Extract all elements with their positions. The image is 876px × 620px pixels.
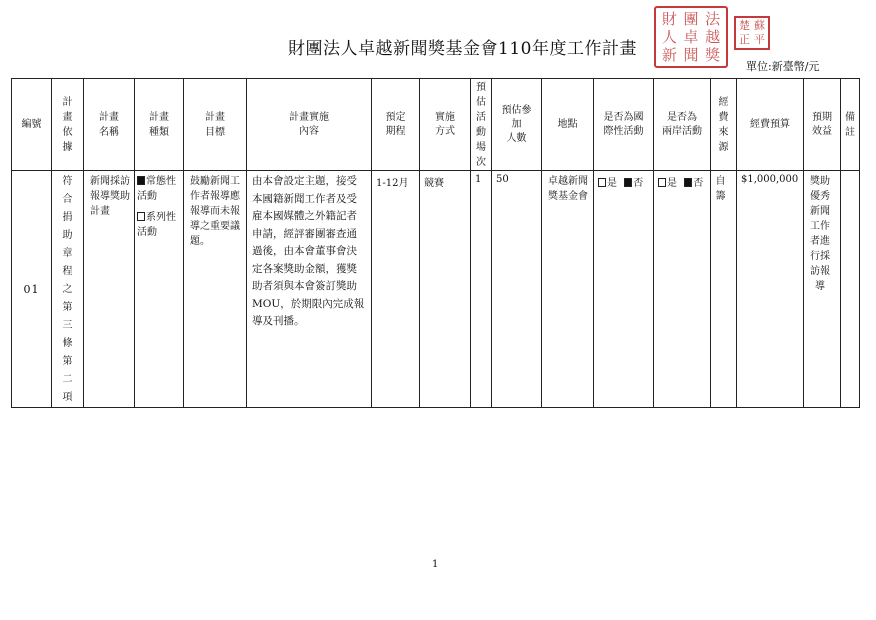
- header-remark: 備註: [841, 79, 860, 171]
- header-goal: 計畫目標: [184, 79, 247, 171]
- header-method: 實施 方式: [420, 79, 471, 171]
- row-name: 新聞採訪報導獎助計畫: [84, 171, 135, 408]
- page-number: 1: [432, 559, 439, 570]
- row-goal: 鼓勵新聞工作者報導應報導而未報導之重要議題。: [184, 171, 247, 408]
- cross-no-checkbox: [684, 178, 692, 187]
- work-plan-table: [11, 78, 860, 408]
- row-id: 01: [12, 171, 52, 408]
- table-header-row: [12, 79, 860, 171]
- series-activity-checkbox: [137, 212, 145, 221]
- page-title: 財團法人卓越新聞獎基金會110年度工作計畫: [288, 39, 637, 59]
- row-remark: [841, 171, 860, 408]
- header-sessions: 預估活動場次: [471, 79, 492, 171]
- header-budget: 經費預算: [737, 79, 804, 171]
- header-place: 地點: [542, 79, 594, 171]
- row-source: 自籌: [711, 171, 737, 408]
- currency-unit-note: 單位:新臺幣/元: [746, 60, 820, 73]
- foundation-seal-stamp: 財 團 法 人 卓 越 新 聞 獎: [654, 6, 728, 68]
- row-budget: $1,000,000: [737, 171, 804, 408]
- row-international: 是 否: [594, 171, 654, 408]
- header-international: 是否為國 際性活動: [594, 79, 654, 171]
- row-method: 競賽: [420, 171, 471, 408]
- row-period: 1-12月: [372, 171, 420, 408]
- header-content: 計畫實施 內容: [247, 79, 372, 171]
- header-type: 計畫種類: [135, 79, 184, 171]
- row-cross-strait: 是 否: [654, 171, 711, 408]
- row-participants: 50: [492, 171, 542, 408]
- intl-no-checkbox: [624, 178, 632, 187]
- row-benefit: 獎助優秀新聞工作者進行採訪報導: [804, 171, 841, 408]
- table-row: [12, 171, 860, 408]
- header-name: 計畫名稱: [84, 79, 135, 171]
- header-source: 經費來源: [711, 79, 737, 171]
- header-benefit: 預期 效益: [804, 79, 841, 171]
- header-id: 編號: [12, 79, 52, 171]
- header-cross-strait: 是否為 兩岸活動: [654, 79, 711, 171]
- row-place: 卓越新聞獎基金會: [542, 171, 594, 408]
- header-participants: 預估參 加 人數: [492, 79, 542, 171]
- regular-activity-checkbox: [137, 176, 145, 185]
- series-activity-label: 系列性活動: [137, 212, 176, 238]
- regular-activity-label: 常態性活動: [137, 176, 176, 202]
- header-period: 預定 期程: [372, 79, 420, 171]
- header-basis: 計畫依據: [52, 79, 84, 171]
- row-basis: 符合捐助章程之第三條第二項: [52, 171, 84, 408]
- row-type: [135, 171, 184, 408]
- row-sessions: 1: [471, 171, 492, 408]
- row-content: 由本會設定主題，接受本國籍新聞工作者及受雇本國媒體之外籍記者申請，經評審團審查通過後，由本會董事會決定各案獎助金額，獲獎助者須與本會簽訂獎助MOU，於期限內完成報導及刊播。: [247, 171, 372, 408]
- intl-yes-checkbox: [598, 178, 606, 187]
- cross-yes-checkbox: [658, 178, 666, 187]
- chairman-seal-stamp: 楚 蘇 正 平: [734, 16, 770, 50]
